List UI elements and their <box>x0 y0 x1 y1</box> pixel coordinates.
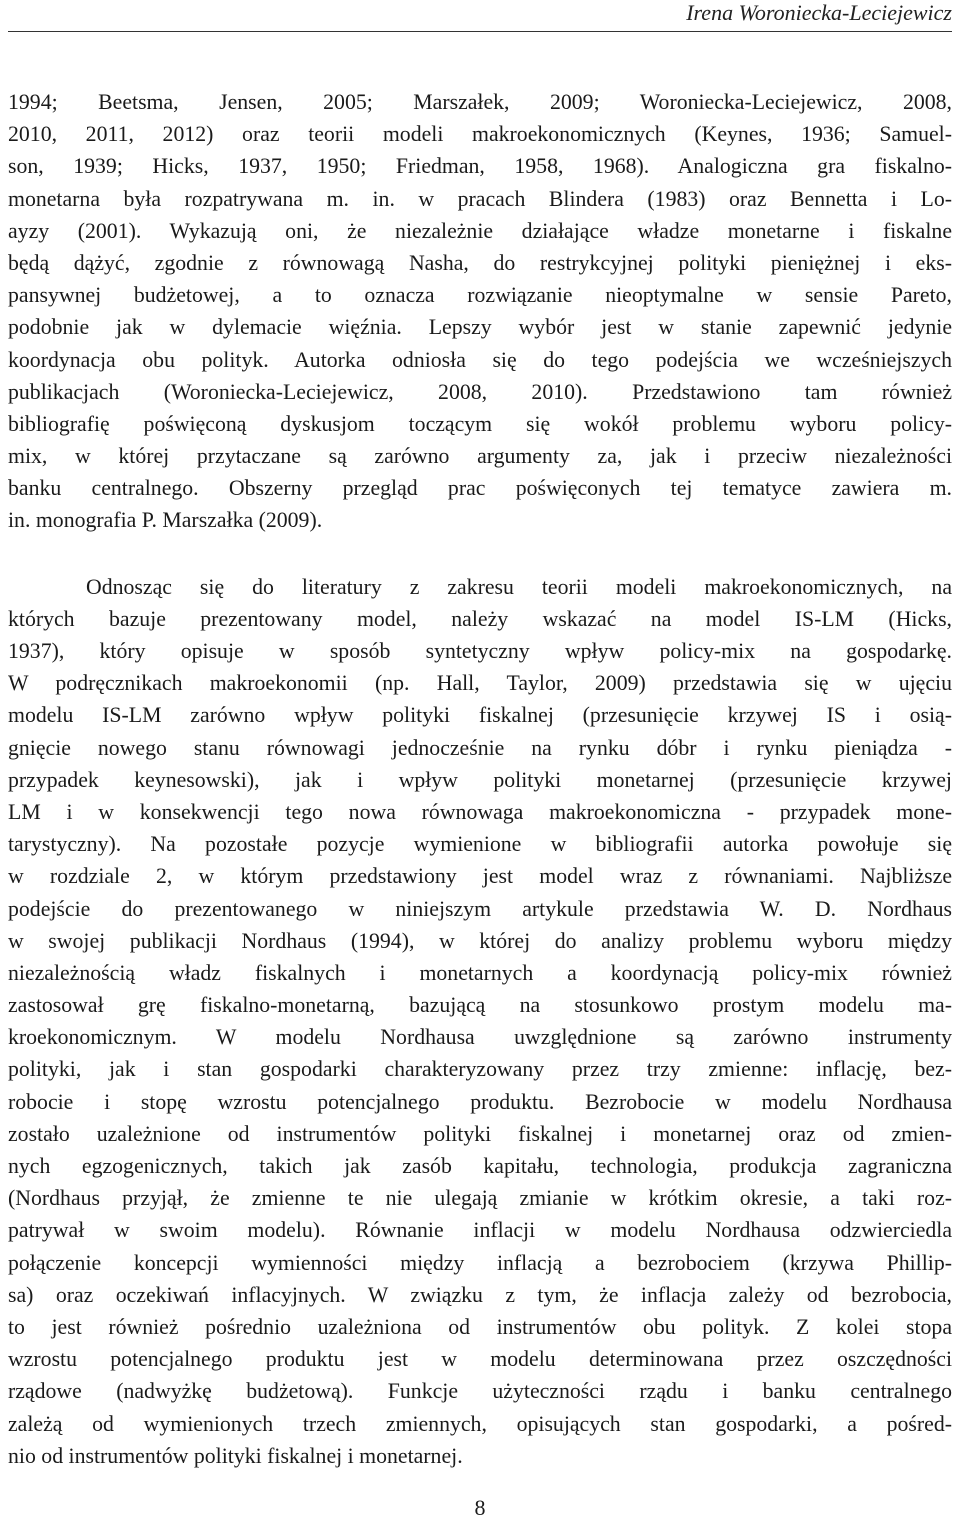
paragraph <box>8 86 952 537</box>
text-line: sa) oraz oczekiwań inflacyjnych. W związku z tym, że inflacja zależy od bezrobocia, <box>8 1282 952 1307</box>
text-line: koordynacja obu polityk. Autorka odniosła się do tego podejścia we wcześniejszych <box>8 347 952 372</box>
text-line: bibliografię poświęconą dyskusjom toczącym się wokół problemu wyboru policy- <box>8 411 952 436</box>
text-line: banku centralnego. Obszerny przegląd prac poświęconych tej tematyce zawiera m. <box>8 476 952 501</box>
text-line: 2010, 2011, 2012) oraz teorii modeli makroekonomicznych (Keynes, 1936; Samuel- <box>8 122 952 147</box>
text-line: tarystyczny). Na pozostałe pozycje wymienione w bibliografii autorka powołuje się <box>8 832 952 857</box>
text-line: monetarna była rozpatrywana m. in. w pracach Blindera (1983) oraz Bennetta i Lo- <box>8 186 952 211</box>
text-line: połączenie koncepcji wymienności między inflacją a bezrobociem (krzywa Phillip- <box>8 1250 952 1275</box>
text-line: mix, w której przytaczane są zarówno argumenty za, jak i przeciw niezależności <box>8 444 952 469</box>
text-line: zastosował grę fiskalno-monetarną, bazującą na stosunkowo prostym modelu ma- <box>8 993 952 1018</box>
text-line: kroekonomicznym. W modelu Nordhausa uwzględnione są zarówno instrumenty <box>8 1025 952 1050</box>
text-line: przypadek keynesowski), jak i wpływ polityki monetarnej (przesunięcie krzywej <box>8 767 952 792</box>
paragraph <box>8 571 952 1472</box>
text-line: in. monografia P. Marszałka (2009). <box>8 508 323 533</box>
text-line: polityki, jak i stan gospodarki charakteryzowany przez trzy zmienne: inflację, bez- <box>8 1057 952 1082</box>
text-line: Odnosząc się do literatury z zakresu teorii modeli makroekonomicznych, na <box>86 574 952 599</box>
paragraph-gap <box>8 537 952 571</box>
text-line: zostało uzależnione od instrumentów polityki fiskalnej i monetarnej oraz od zmien- <box>8 1121 952 1146</box>
text-line: podobnie jak w dylemacie więźnia. Lepszy wybór jest w stanie zapewnić jedynie <box>8 315 952 340</box>
header-rule <box>8 31 952 32</box>
running-header <box>0 0 960 32</box>
text-line: w swojej publikacji Nordhaus (1994), w której do analizy problemu wyboru między <box>8 928 952 953</box>
text-line: gnięcie nowego stanu równowagi jednocześnie na rynku dóbr i rynku pieniądza - <box>8 735 952 760</box>
page-number: 8 <box>474 1495 486 1520</box>
text-line: ayzy (2001). Wykazują oni, że niezależnie działające władze monetarne i fiskalne <box>8 218 952 243</box>
text-line: (Nordhaus przyjął, że zmienne te nie ulegają zmianie w krótkim okresie, a taki roz- <box>8 1186 952 1211</box>
text-line: W podręcznikach makroekonomii (np. Hall, Taylor, 2009) przedstawia się w ujęciu <box>8 671 952 696</box>
running-title: Irena Woroniecka-Leciejewicz <box>686 0 952 25</box>
text-line: w rozdziale 2, w którym przedstawiony jest model wraz z równaniami. Najbliższe <box>8 864 952 889</box>
text-line: będą dążyć, zgodnie z równowagą Nasha, do restrykcyjnej polityki pieniężnej i eks- <box>8 250 952 275</box>
text-line: robocie i stopę wzrostu potencjalnego produktu. Bezrobocie w modelu Nordhausa <box>8 1089 952 1114</box>
text-line: 1994; Beetsma, Jensen, 2005; Marszałek, 2009; Woroniecka-Leciejewicz, 2008, <box>8 90 952 114</box>
text-line: zależą od wymienionych trzech zmiennych, opisujących stan gospodarki, a pośred- <box>8 1411 952 1436</box>
text-line: patrywał w swoim modelu). Równanie inflacji w modelu Nordhausa odzwierciedla <box>8 1218 952 1243</box>
text-line: podejście do prezentowanego w niniejszym artykule przedstawia W. D. Nordhaus <box>8 896 952 921</box>
text-line: LM i w konsekwencji tego nowa równowaga makroekonomiczna - przypadek mone- <box>8 799 952 824</box>
text-line: rządowe (nadwyżkę budżetową). Funkcje użyteczności rządu i banku centralnego <box>8 1379 952 1404</box>
text-line: nych egzogenicznych, takich jak zasób kapitału, technologia, produkcja zagraniczna <box>8 1154 952 1178</box>
text-line: modelu IS-LM zarówno wpływ polityki fiskalnej (przesunięcie krzywej IS i osią- <box>8 703 952 728</box>
body-text <box>8 86 952 1472</box>
text-line: których bazuje prezentowany model, należy wskazać na model IS-LM (Hicks, <box>8 606 952 631</box>
text-line: pansywnej budżetowej, a to oznacza rozwiązanie nieoptymalne w sensie Pareto, <box>8 283 952 308</box>
text-line: niezależnością władz fiskalnych i monetarnych a koordynacją policy-mix również <box>8 960 952 985</box>
text-line: 1937), który opisuje w sposób syntetyczny wpływ policy-mix na gospodarkę. <box>8 639 952 663</box>
text-line: wzrostu potencjalnego produktu jest w modelu determinowana przez oszczędności <box>8 1347 952 1372</box>
text-line: to jest również pośrednio uzależniona od instrumentów obu polityk. Z kolei stopa <box>8 1314 952 1339</box>
text-line: nio od instrumentów polityki fiskalnej i monetarnej. <box>8 1443 463 1468</box>
text-line: publikacjach (Woroniecka-Leciejewicz, 2008, 2010). Przedstawiono tam również <box>8 379 952 404</box>
text-line: son, 1939; Hicks, 1937, 1950; Friedman, 1958, 1968). Analogiczna gra fiskalno- <box>8 154 952 179</box>
